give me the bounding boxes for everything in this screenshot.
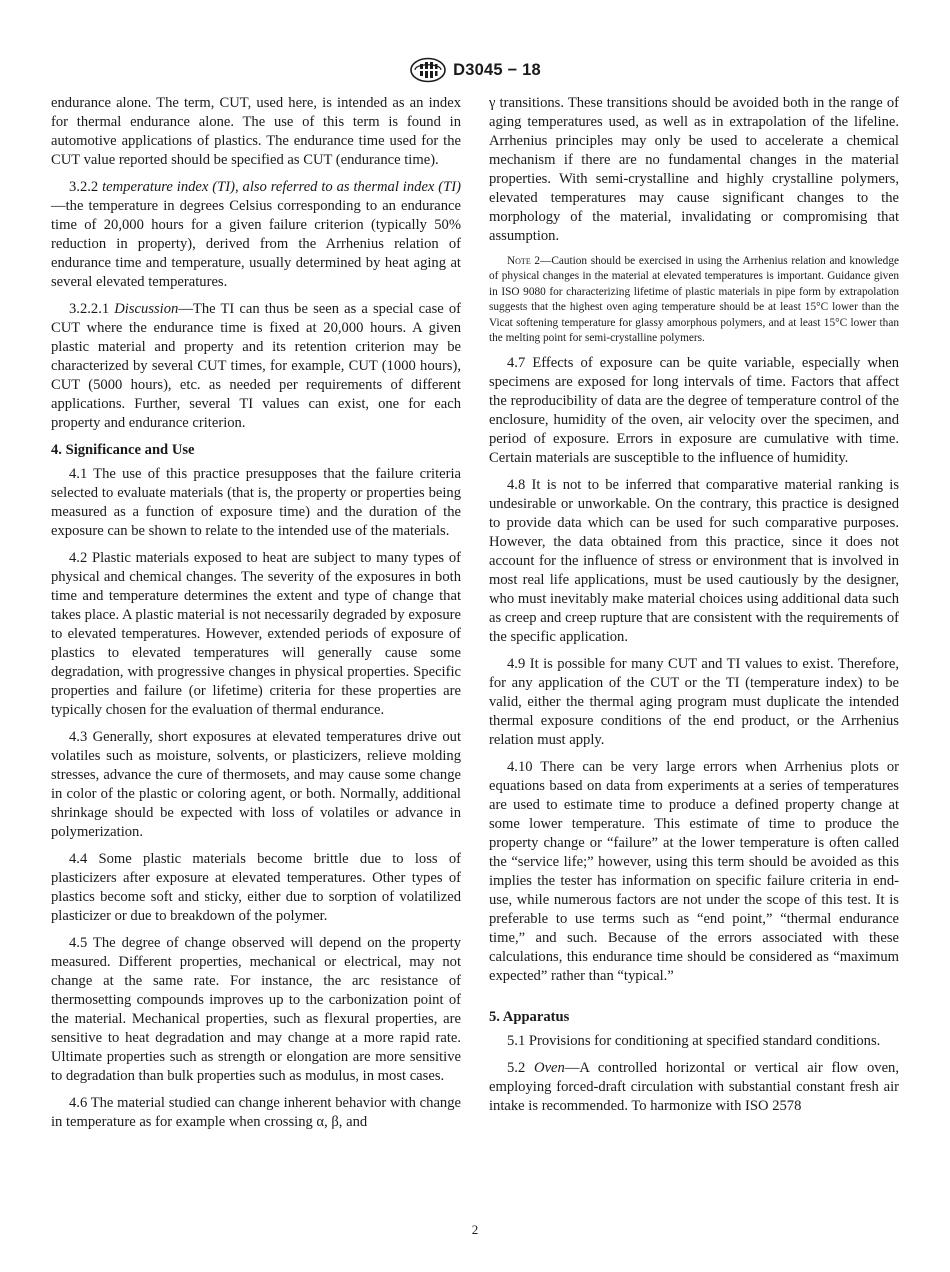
discussion-text: —The TI can thus be seen as a special case of CUT where the endurance time is fixed at 20,000 hours. A given plastic material and property and its retention criterion may be characterized by several CUT times, for example, CUT (1000 hours), CUT (5000 hours), etc. as needed per requirements of different applications. Further, several TI values can exist, one for each property and endurance criterion.	[51, 301, 462, 431]
section-spacer	[489, 994, 899, 1008]
paragraph-3-2-2-1	[51, 300, 461, 433]
document-id: D3045 − 18	[453, 60, 541, 79]
paragraph-4-5: 4.5 The degree of change observed will depend on the property measured. Different properties, mechanical or electrical, may not change at the same rate. For instance, the arc resistance of thermosetting compounds improves up to the carbonization point of the material. Mechanical properties, such as flexural properties, are sensitive to heat degradation and may change at a more rapid rate. Ultimate properties such as strength or elongation are more sensitive to degradation than bulk properties such as modulus, in most cases.	[51, 935, 461, 1084]
left-column	[51, 94, 461, 1140]
paragraph-4-2: 4.2 Plastic materials exposed to heat are subject to many types of physical and chemical changes. The severity of the exposures in both time and temperature determines the extent and type of change that takes place. A plastic material is not necessarily degraded by exposure to elevated temperatures. However, extended periods of exposure of plastics to elevated temperatures will generally cause some degradation, with progressive changes in physical properties. Specific properties and failure (or lifetime) criteria for these properties are typically chosen for the evaluation of thermal endurance.	[51, 550, 461, 718]
paragraph-4-6: 4.6 The material studied can change inherent behavior with change in temperature as for example when crossing α, β, and	[51, 1095, 461, 1130]
section-heading-4: 4. Significance and Use	[51, 442, 195, 458]
paragraph-cut-continued: endurance alone. The term, CUT, used here, is intended as an index for thermal endurance alone. The use of this term is found in automotive applications of plastics. The endurance time used for the CUT value reported should be specified as CUT (endurance time).	[51, 95, 461, 168]
paragraph-4-9: 4.9 It is possible for many CUT and TI values to exist. Therefore, for any application of the CUT or the TI (temperature index) to be valid, either the thermal aging program must duplicate the intended thermal exposure conditions of the end product, or the Arrhenius relation must apply.	[489, 656, 899, 749]
paragraph-3-2-2	[51, 178, 461, 292]
paragraph-4-7: 4.7 Effects of exposure can be quite variable, especially when specimens are exposed for long intervals of time. Factors that affect the reproducibility of data are the degree of temperature control of the enclosure, humidity of the oven, air velocity over the specimen, and period of exposure. Errors in exposure are cumulative with time. Certain materials are susceptible to the influence of humidity.	[489, 355, 899, 467]
discussion-label: Discussion	[114, 301, 179, 317]
paragraph-4-10: 4.10 There can be very large errors when Arrhenius plots or equations based on data from experiments at a series of temperatures are used to estimate time to produce a defined property change at some lower temperature. This estimate of time to produce the property change or “failure” at the lower temperature is often called the “service life;” however, using this term should be avoided as this implies the tester has information on specific failure criteria in end-use, while numerous factors are not under the scope of this test. It is preferable to use terms such as “end point,” “thermal endurance time,” and such. Because of the errors associated with these calculations, this endurance time should be considered as “maximum expected” rather than “typical.”	[489, 759, 899, 985]
defined-term: temperature index (TI), also referred to as thermal index (TI)	[102, 179, 461, 195]
paragraph-4-8: 4.8 It is not to be inferred that comparative material ranking is undesirable or unworkable. On the contrary, this practice is designed to provide data which can be used for such comparative purposes. However, the data obtained from this practice, since it does not account for the influence of stress or environment that is involved in most real life applications, must be used cautiously by the designer, who must inevitably make material choices using additional data such as creep and creep rupture that are consistent with the requirements of the specific application.	[489, 477, 899, 646]
astm-logo-icon	[409, 57, 447, 83]
clause-number: 3.2.2.1	[69, 301, 115, 317]
paragraph-4-4: 4.4 Some plastic materials become brittle due to loss of plasticizers after exposure at elevated temperatures. Other types of plastics become soft and sticky, either due to sorption of volatilized plasticizer or due to breakdown of the polymer.	[51, 851, 461, 924]
defined-term: Oven	[534, 1060, 565, 1077]
clause-number: 3.2.2	[69, 179, 103, 195]
note-text: —Caution should be exercised in using the Arrhenius relation and knowledge of physical changes in the material at elevated temperatures is important. Guidance given in ISO 9080 for characterizing lifetime of plastic materials in pipe form by extrapolation suggests that the highest oven aging temperature should be at least 15°C lower than the Vicat softening temperature for glassy amorphous polymers, and at least 15°C lower than the melting point for semi-crystalline polymers.	[489, 255, 899, 345]
note-2	[489, 254, 899, 346]
page-header	[0, 56, 950, 84]
note-label: Note 2	[507, 255, 541, 267]
definition-text: —the temperature in degrees Celsius corresponding to an endurance time of 20,000 hours for a given failure criterion (typically 50% reduction in property), derived from the Arrhenius relation of endurance time and temperature, usually determined by heat aging at several elevated temperatures.	[51, 198, 461, 290]
clause-number: 5.2	[507, 1060, 535, 1077]
paragraph-4-6-continued: γ transitions. These transitions should be avoided both in the range of aging temperatures used, as well as in extrapolation of the lifeline. Arrhenius principles may only be used to accelerate a chemical mechanism if there are no fundamental changes in the material properties. With semi-crystalline and highly crystalline polymers, elevated temperatures may cause significant changes to the morphology of the material, invalidating or compromising that assumption.	[489, 95, 899, 244]
clause-text: —A controlled horizontal or vertical air flow oven, employing forced-draft circulation with substantial constant fresh air intake is recommended. To harmonize with ISO 2578	[489, 1060, 899, 1115]
paragraph-5-1: 5.1 Provisions for conditioning at specified standard conditions.	[507, 1033, 881, 1050]
paragraph-4-3: 4.3 Generally, short exposures at elevated temperatures drive out volatiles such as moisture, solvents, or plasticizers, relieve molding stresses, advance the cure of thermosets, and may cause some change in color of the plastic or coloring agent, or both. Normally, additional shrinkage should be expected with loss of volatiles or advance in polymerization.	[51, 729, 461, 840]
paragraph-4-1: 4.1 The use of this practice presupposes that the failure criteria selected to evaluate materials (that is, the property or properties being measured as a function of exposure time) and the duration of the exposure can be shown to relate to the intended use of the materials.	[51, 466, 461, 539]
section-heading-5: 5. Apparatus	[489, 1009, 570, 1026]
right-column	[489, 94, 899, 1124]
page-number: 2	[471, 1222, 479, 1237]
paragraph-5-2	[489, 1059, 899, 1116]
